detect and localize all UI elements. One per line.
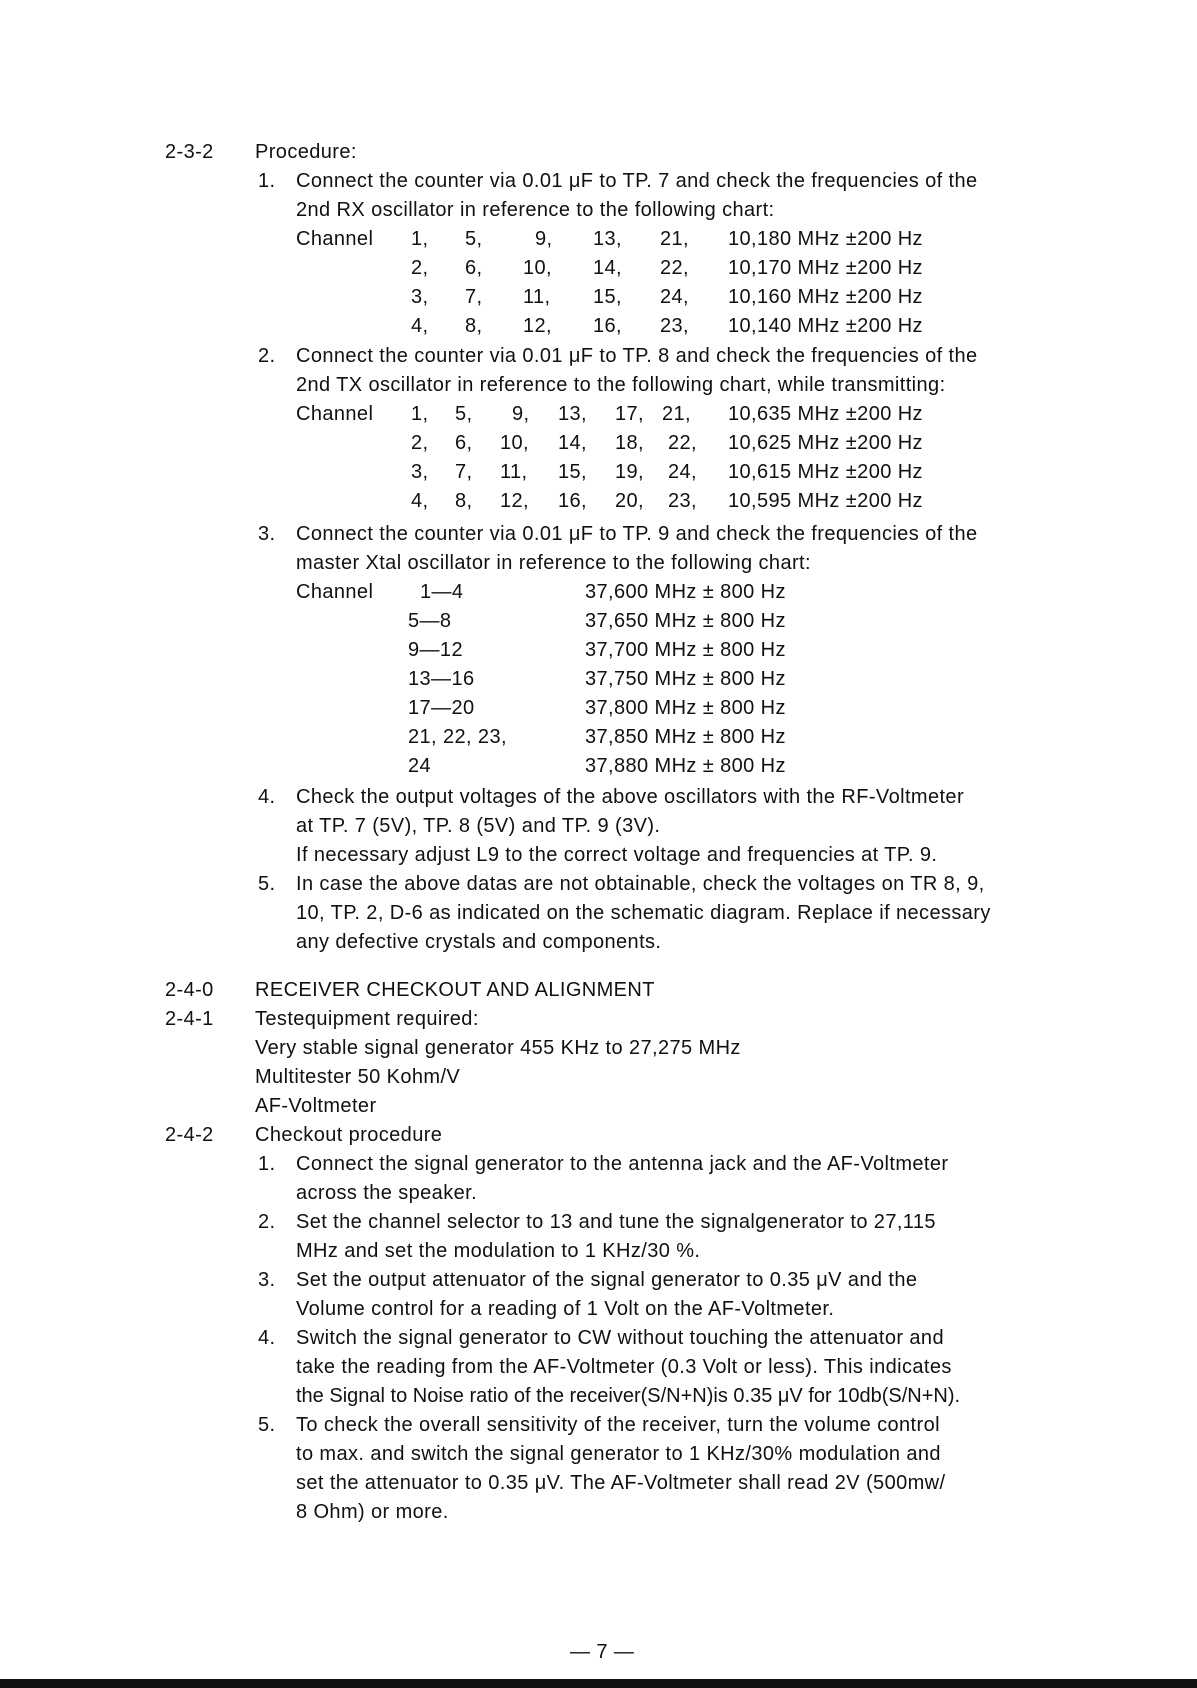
table-cell: 37,850 MHz ± 800 Hz xyxy=(585,726,786,748)
checkout-step-4-line: the Signal to Noise ratio of the receiver(S/N+N)is 0.35 μV for 10db(S/N+N). xyxy=(296,1385,961,1407)
table-cell: 17—20 xyxy=(408,697,475,719)
table-cell: 13, xyxy=(558,403,588,425)
section-title-test-equipment: Testequipment required: xyxy=(255,1008,479,1030)
table-cell: 1—4 xyxy=(420,581,464,603)
checkout-step-5-number: 5. xyxy=(258,1414,276,1436)
table-cell: 1, xyxy=(411,228,429,250)
table-cell: 10,635 MHz ±200 Hz xyxy=(728,403,923,425)
step-2-number: 2. xyxy=(258,345,276,367)
step-1-channel-label: Channel xyxy=(296,228,374,250)
checkout-step-1-line: Connect the signal generator to the antenna jack and the AF-Voltmeter xyxy=(296,1153,949,1175)
table-cell: 10,625 MHz ±200 Hz xyxy=(728,432,923,454)
section-number-2-3-2: 2-3-2 xyxy=(165,141,214,163)
checkout-step-3-line: Set the output attenuator of the signal generator to 0.35 μV and the xyxy=(296,1269,918,1291)
table-cell: 10, xyxy=(523,257,553,279)
equipment-item: Very stable signal generator 455 KHz to 27,275 MHz xyxy=(255,1037,741,1059)
table-cell: 10,615 MHz ±200 Hz xyxy=(728,461,923,483)
table-cell: 10, xyxy=(500,432,530,454)
table-cell: 7, xyxy=(465,286,483,308)
table-cell: 3, xyxy=(411,286,429,308)
table-cell: 6, xyxy=(465,257,483,279)
checkout-step-3-line: Volume control for a reading of 1 Volt on the AF-Voltmeter. xyxy=(296,1298,835,1320)
table-cell: 37,880 MHz ± 800 Hz xyxy=(585,755,786,777)
table-cell: 15, xyxy=(593,286,623,308)
step-3-line-1: Connect the counter via 0.01 μF to TP. 9 and check the frequencies of the xyxy=(296,523,978,545)
section-number-2-4-2: 2-4-2 xyxy=(165,1124,214,1146)
step-2-line-2: 2nd TX oscillator in reference to the following chart, while transmitting: xyxy=(296,374,946,396)
table-cell: 24 xyxy=(408,755,432,777)
table-cell: 10,160 MHz ±200 Hz xyxy=(728,286,923,308)
table-cell: 10,180 MHz ±200 Hz xyxy=(728,228,923,250)
table-cell: 13, xyxy=(593,228,623,250)
table-cell: 9, xyxy=(535,228,553,250)
step-5-line-2: 10, TP. 2, D-6 as indicated on the schematic diagram. Replace if necessary xyxy=(296,902,991,924)
checkout-step-2-line: MHz and set the modulation to 1 KHz/30 %. xyxy=(296,1240,701,1262)
table-cell: 37,800 MHz ± 800 Hz xyxy=(585,697,786,719)
table-cell: 10,140 MHz ±200 Hz xyxy=(728,315,923,337)
step-3-number: 3. xyxy=(258,523,276,545)
checkout-step-4-line: take the reading from the AF-Voltmeter (0.3 Volt or less). This indicates xyxy=(296,1356,952,1378)
table-cell: 21, 22, 23, xyxy=(408,726,507,748)
table-cell: 5—8 xyxy=(408,610,452,632)
step-4-line-2: at TP. 7 (5V), TP. 8 (5V) and TP. 9 (3V). xyxy=(296,815,661,837)
table-cell: 17, xyxy=(615,403,645,425)
section-title-receiver-checkout: RECEIVER CHECKOUT AND ALIGNMENT xyxy=(255,979,655,1001)
table-cell: 8, xyxy=(465,315,483,337)
checkout-step-2-number: 2. xyxy=(258,1211,276,1233)
table-cell: 12, xyxy=(500,490,530,512)
table-cell: 11, xyxy=(523,286,551,308)
table-cell: 4, xyxy=(411,490,429,512)
table-cell: 37,650 MHz ± 800 Hz xyxy=(585,610,786,632)
step-1-line-1: Connect the counter via 0.01 μF to TP. 7 and check the frequencies of the xyxy=(296,170,978,192)
table-cell: 7, xyxy=(455,461,473,483)
step-1-line-2: 2nd RX oscillator in reference to the following chart: xyxy=(296,199,775,221)
equipment-item: AF-Voltmeter xyxy=(255,1095,377,1117)
step-5-line-3: any defective crystals and components. xyxy=(296,931,662,953)
table-cell: 9—12 xyxy=(408,639,463,661)
table-cell: 21, xyxy=(660,228,690,250)
table-cell: 14, xyxy=(558,432,588,454)
table-cell: 16, xyxy=(593,315,623,337)
checkout-step-5-line: To check the overall sensitivity of the receiver, turn the volume control xyxy=(296,1414,940,1436)
table-cell: 4, xyxy=(411,315,429,337)
table-cell: 12, xyxy=(523,315,553,337)
checkout-step-5-line: to max. and switch the signal generator to 1 KHz/30% modulation and xyxy=(296,1443,941,1465)
table-cell: 37,700 MHz ± 800 Hz xyxy=(585,639,786,661)
step-5-line-1: In case the above datas are not obtainable, check the voltages on TR 8, 9, xyxy=(296,873,985,895)
checkout-step-1-line: across the speaker. xyxy=(296,1182,478,1204)
step-3-line-2: master Xtal oscillator in reference to the following chart: xyxy=(296,552,811,574)
table-cell: 5, xyxy=(465,228,483,250)
table-cell: 22, xyxy=(660,257,690,279)
checkout-step-4-line: Switch the signal generator to CW without touching the attenuator and xyxy=(296,1327,944,1349)
table-cell: 2, xyxy=(411,432,429,454)
table-cell: 19, xyxy=(615,461,645,483)
table-cell: 2, xyxy=(411,257,429,279)
page-number: — 7 — xyxy=(570,1641,635,1663)
section-number-2-4-1: 2-4-1 xyxy=(165,1008,214,1030)
table-cell: 15, xyxy=(558,461,588,483)
section-title-procedure: Procedure: xyxy=(255,141,357,163)
table-cell: 16, xyxy=(558,490,588,512)
step-4-number: 4. xyxy=(258,786,276,808)
table-cell: 8, xyxy=(455,490,473,512)
table-cell: 3, xyxy=(411,461,429,483)
table-cell: 21, xyxy=(662,403,692,425)
table-cell: 22, xyxy=(668,432,698,454)
table-cell: 14, xyxy=(593,257,623,279)
table-cell: 10,595 MHz ±200 Hz xyxy=(728,490,923,512)
step-2-line-1: Connect the counter via 0.01 μF to TP. 8 and check the frequencies of the xyxy=(296,345,978,367)
table-cell: 9, xyxy=(512,403,530,425)
step-4-line-1: Check the output voltages of the above oscillators with the RF-Voltmeter xyxy=(296,786,965,808)
table-cell: 11, xyxy=(500,461,528,483)
step-3-channel-label: Channel xyxy=(296,581,374,603)
table-cell: 37,600 MHz ± 800 Hz xyxy=(585,581,786,603)
table-cell: 10,170 MHz ±200 Hz xyxy=(728,257,923,279)
checkout-step-5-line: 8 Ohm) or more. xyxy=(296,1501,449,1523)
scan-bottom-edge xyxy=(0,1679,1197,1688)
section-number-2-4-0: 2-4-0 xyxy=(165,979,214,1001)
checkout-step-2-line: Set the channel selector to 13 and tune the signalgenerator to 27,115 xyxy=(296,1211,936,1233)
table-cell: 24, xyxy=(668,461,698,483)
table-cell: 5, xyxy=(455,403,473,425)
table-cell: 1, xyxy=(411,403,429,425)
table-cell: 23, xyxy=(668,490,698,512)
checkout-step-4-number: 4. xyxy=(258,1327,276,1349)
table-cell: 18, xyxy=(615,432,645,454)
step-5-number: 5. xyxy=(258,873,276,895)
checkout-step-5-line: set the attenuator to 0.35 μV. The AF-Voltmeter shall read 2V (500mw/ xyxy=(296,1472,946,1494)
table-cell: 23, xyxy=(660,315,690,337)
equipment-item: Multitester 50 Kohm/V xyxy=(255,1066,461,1088)
table-cell: 6, xyxy=(455,432,473,454)
step-1-number: 1. xyxy=(258,170,276,192)
table-cell: 13—16 xyxy=(408,668,475,690)
section-title-checkout-procedure: Checkout procedure xyxy=(255,1124,443,1146)
checkout-step-3-number: 3. xyxy=(258,1269,276,1291)
step-2-channel-label: Channel xyxy=(296,403,374,425)
step-4-line-3: If necessary adjust L9 to the correct voltage and frequencies at TP. 9. xyxy=(296,844,938,866)
table-cell: 37,750 MHz ± 800 Hz xyxy=(585,668,786,690)
checkout-step-1-number: 1. xyxy=(258,1153,276,1175)
table-cell: 20, xyxy=(615,490,645,512)
table-cell: 24, xyxy=(660,286,690,308)
